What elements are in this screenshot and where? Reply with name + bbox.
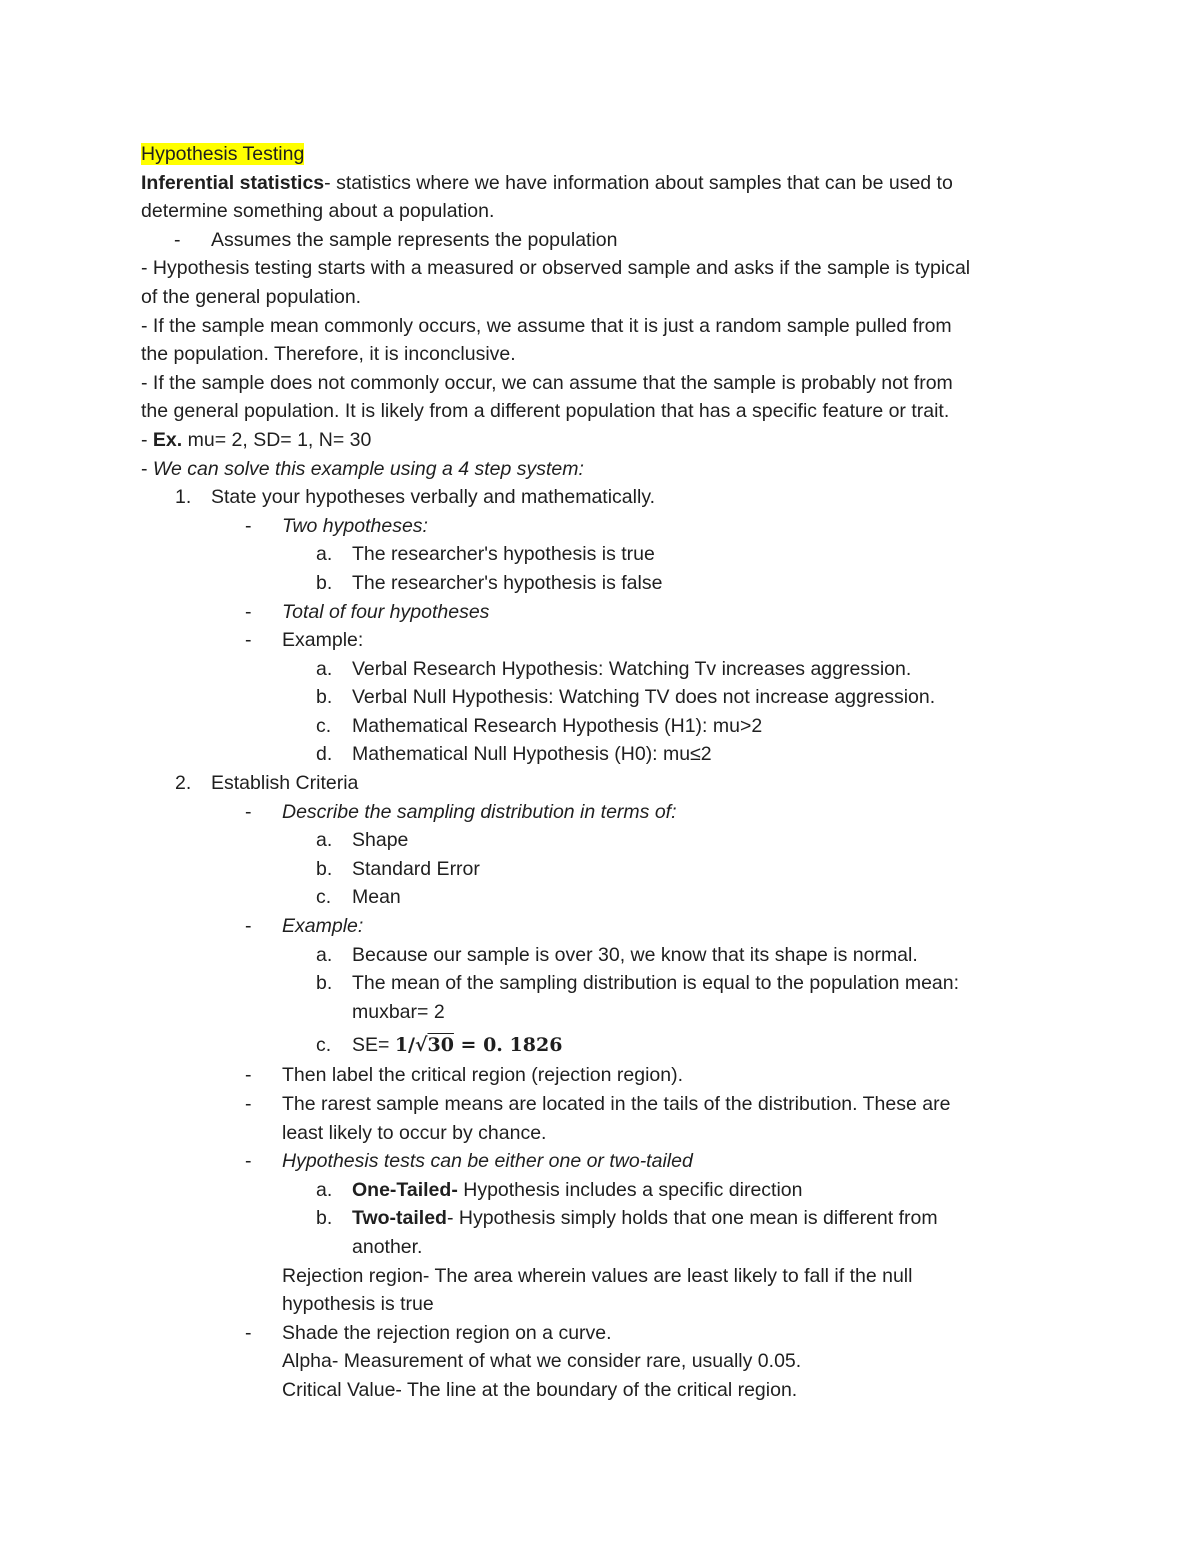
list-text: The researcher's hypothesis is true	[352, 543, 655, 566]
paragraph-2-line-2	[141, 340, 1071, 369]
paragraph-text: the general population. It is likely from a different population that has a specific feature or trait.	[141, 400, 950, 423]
list-item-continuation	[141, 998, 1071, 1027]
ex-prefix: -	[141, 428, 153, 451]
intro-line-2	[141, 197, 1071, 226]
list-text: muxbar= 2	[352, 1000, 445, 1023]
critical-value-text: Critical Value- The line at the boundary of the critical region.	[282, 1378, 798, 1401]
total-hypotheses-text: Total of four hypotheses	[282, 600, 490, 623]
list-text: The mean of the sampling distribution is equal to the population mean:	[352, 972, 960, 995]
step-text: Establish Criteria	[211, 772, 359, 795]
bullet-dash: -	[245, 514, 252, 537]
list-text: Mathematical Research Hypothesis (H1): mu>2	[352, 714, 763, 737]
bullet-dash: -	[245, 1093, 252, 1115]
ex-label: Ex.	[152, 428, 183, 451]
one-tailed-term: One-Tailed-	[352, 1178, 458, 1201]
list-letter: c.	[316, 886, 332, 909]
tails-text: Hypothesis tests can be either one or two-tailed	[282, 1150, 693, 1173]
alpha-line	[141, 1347, 1071, 1376]
example-text: Example:	[282, 915, 364, 938]
rarest-item	[141, 1090, 1071, 1119]
tails-item	[141, 1147, 1071, 1176]
example-item	[141, 626, 1071, 655]
list-item	[141, 712, 1071, 741]
se-radicand: 30	[427, 1034, 454, 1057]
example-item	[141, 912, 1071, 941]
list-text: Verbal Null Hypothesis: Watching TV does not increase aggression.	[352, 686, 936, 709]
two-tailed-definition: another.	[352, 1235, 423, 1258]
step-number: 1.	[175, 486, 192, 509]
two-tailed-item-continuation	[141, 1233, 1071, 1262]
list-letter: c.	[316, 1034, 332, 1057]
critical-region-item	[141, 1061, 1071, 1090]
bullet-dash: -	[245, 915, 252, 938]
list-item	[141, 655, 1071, 684]
rarest-text: The rarest sample means are located in the tails of the distribution. These are	[282, 1093, 951, 1115]
two-tailed-text	[352, 1204, 938, 1233]
bullet-dash: -	[245, 1064, 252, 1087]
example-line	[141, 426, 1071, 455]
example-text: Example:	[282, 629, 364, 652]
paragraph-3-line-2	[141, 397, 1071, 426]
describe-item	[141, 798, 1071, 827]
rarest-text: least likely to occur by chance.	[282, 1121, 547, 1144]
list-text: The researcher's hypothesis is false	[352, 571, 663, 594]
list-letter: b.	[316, 571, 333, 594]
se-math-prefix: 1/√	[394, 1034, 428, 1057]
bullet-dash: -	[245, 800, 252, 823]
shade-text: Shade the rejection region on a curve.	[282, 1321, 612, 1344]
assumes-item	[141, 226, 1071, 255]
page-title: Hypothesis Testing	[141, 143, 305, 165]
list-text: Shape	[352, 829, 409, 852]
paragraph-1-line-2	[141, 283, 1071, 312]
list-text: Standard Error	[352, 857, 480, 880]
bullet-dash: -	[245, 629, 252, 652]
one-tailed-definition: Hypothesis includes a specific direction	[457, 1178, 803, 1201]
two-tailed-item	[141, 1204, 1071, 1233]
step-number: 2.	[175, 772, 192, 795]
list-letter: b.	[316, 686, 333, 709]
list-letter: a.	[316, 657, 333, 680]
step-text: State your hypotheses verbally and mathematically.	[211, 486, 656, 509]
list-letter: b.	[316, 857, 333, 880]
list-letter: c.	[316, 714, 332, 737]
notes-body	[141, 140, 1071, 1405]
list-letter: a.	[316, 943, 333, 966]
ex-values: mu= 2, SD= 1, N= 30	[182, 428, 372, 451]
inferential-definition-cont: determine something about a population.	[141, 200, 495, 223]
rejection-region-text: Rejection region- The area wherein values are least likely to fall if the null	[282, 1264, 913, 1287]
list-item	[141, 855, 1071, 884]
bullet-dash: -	[245, 1150, 252, 1173]
shade-item	[141, 1319, 1071, 1348]
paragraph-3-line-1	[141, 369, 1071, 398]
two-tailed-term: Two-tailed	[352, 1207, 447, 1230]
rarest-item-continuation	[141, 1119, 1071, 1148]
list-letter: a.	[316, 1178, 333, 1201]
list-letter: b.	[316, 1207, 333, 1230]
list-letter: d.	[316, 743, 333, 766]
title-line	[141, 140, 1071, 169]
se-math-result: = 0. 1826	[453, 1034, 563, 1057]
paragraph-text: of the general population.	[141, 285, 362, 308]
list-text: Verbal Research Hypothesis: Watching Tv increases aggression.	[352, 657, 912, 680]
list-item	[141, 969, 1071, 998]
assumes-text: Assumes the sample represents the population	[211, 228, 618, 251]
describe-text: Describe the sampling distribution in terms of:	[282, 800, 677, 823]
paragraph-text: - Hypothesis testing starts with a measured or observed sample and asks if the sample is typical	[141, 257, 971, 280]
list-item	[141, 540, 1071, 569]
list-item	[141, 740, 1071, 769]
four-step-text: We can solve this example using a 4 step system:	[152, 457, 584, 480]
paragraph-text: - If the sample does not commonly occur, we can assume that the sample is probably not from	[141, 371, 953, 394]
two-hypotheses-text: Two hypotheses:	[282, 514, 428, 537]
four-step-prefix: -	[141, 457, 153, 480]
two-hypotheses-item	[141, 512, 1071, 541]
list-item	[141, 683, 1071, 712]
list-item	[141, 826, 1071, 855]
rejection-region-text: hypothesis is true	[282, 1293, 434, 1316]
paragraph-text: - If the sample mean commonly occurs, we assume that it is just a random sample pulled from	[141, 314, 952, 337]
critical-region-text: Then label the critical region (rejection region).	[282, 1064, 684, 1087]
list-text: Because our sample is over 30, we know that its shape is normal.	[352, 943, 918, 966]
list-letter: b.	[316, 972, 333, 995]
one-tailed-text	[352, 1176, 802, 1205]
rejection-region-line-2	[141, 1290, 1071, 1319]
inferential-definition: - statistics where we have information about samples that can be used to	[324, 171, 953, 194]
intro-line-1	[141, 169, 1071, 198]
list-item	[141, 569, 1071, 598]
paragraph-1-line-1	[141, 254, 1071, 283]
total-hypotheses-item	[141, 598, 1071, 627]
bullet-dash: -	[174, 228, 181, 251]
list-letter: a.	[316, 829, 333, 852]
alpha-text: Alpha- Measurement of what we consider rare, usually 0.05.	[282, 1350, 802, 1373]
step-2	[141, 769, 1071, 798]
list-item	[141, 883, 1071, 912]
paragraph-2-line-1	[141, 312, 1071, 341]
bullet-dash: -	[245, 1321, 252, 1344]
step-1	[141, 483, 1071, 512]
list-item	[141, 941, 1071, 970]
four-step-line	[141, 455, 1071, 484]
one-tailed-item	[141, 1176, 1071, 1205]
list-letter: a.	[316, 543, 333, 566]
rejection-region-line-1	[141, 1262, 1071, 1291]
paragraph-text: the population. Therefore, it is inconclusive.	[141, 343, 516, 366]
standard-error-formula	[352, 1026, 562, 1064]
list-text: Mean	[352, 886, 401, 909]
bullet-dash: -	[245, 600, 252, 623]
list-text: Mathematical Null Hypothesis (H0): mu≤2	[352, 743, 712, 766]
se-label: SE=	[352, 1034, 395, 1057]
two-tailed-definition: - Hypothesis simply holds that one mean is different from	[446, 1207, 938, 1230]
standard-error-item	[141, 1026, 1071, 1061]
critical-value-line	[141, 1376, 1071, 1405]
inferential-term: Inferential statistics	[141, 171, 325, 194]
